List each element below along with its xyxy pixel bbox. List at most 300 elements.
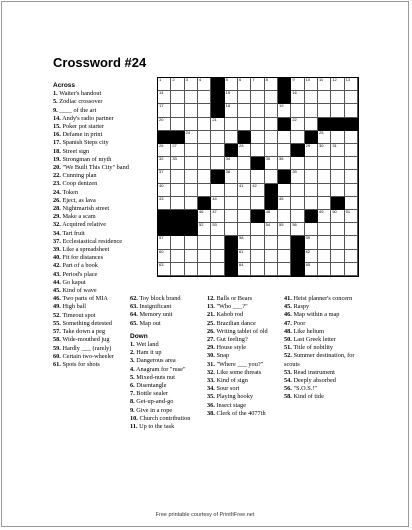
grid-cell[interactable] — [185, 197, 198, 210]
grid-cell[interactable] — [318, 210, 331, 223]
grid-cell[interactable] — [211, 223, 224, 236]
grid-cell[interactable] — [158, 263, 171, 276]
grid-cell[interactable] — [251, 263, 264, 276]
clue-item — [284, 352, 360, 368]
grid-cell[interactable] — [238, 78, 251, 91]
grid-cell[interactable] — [198, 236, 211, 249]
grid-cell[interactable] — [185, 236, 198, 249]
clue-text: Certain two-wheeler — [60, 352, 115, 360]
clue-text: Wet land — [134, 341, 159, 349]
grid-cell[interactable] — [291, 104, 304, 117]
crossword-grid[interactable] — [157, 77, 359, 277]
grid-cell[interactable] — [265, 157, 278, 170]
clue-number: 17. — [53, 139, 61, 147]
grid-cell[interactable] — [171, 197, 184, 210]
grid-cell[interactable] — [318, 250, 331, 263]
grid-cell[interactable] — [318, 131, 331, 144]
clue-text: Kind of tide — [291, 393, 324, 401]
clue-item — [130, 407, 204, 415]
grid-cell[interactable] — [225, 104, 238, 117]
clue-text: Anagram for "ruse" — [134, 365, 186, 373]
grid-cell[interactable] — [211, 197, 224, 210]
grid-cell[interactable] — [198, 263, 211, 276]
grid-cell[interactable] — [291, 223, 304, 236]
grid-cell[interactable] — [345, 157, 358, 170]
grid-cell[interactable] — [278, 131, 291, 144]
grid-cell[interactable] — [158, 170, 171, 183]
grid-cell[interactable] — [185, 144, 198, 157]
grid-cell[interactable] — [305, 236, 318, 249]
grid-cell[interactable] — [331, 144, 344, 157]
cell-number: 22 — [292, 116, 297, 122]
clue-number: 21. — [207, 311, 215, 319]
grid-cell[interactable] — [345, 223, 358, 236]
grid-cell[interactable] — [331, 263, 344, 276]
clue-number: 44. — [53, 278, 61, 286]
grid-cell[interactable] — [251, 118, 264, 131]
clue-text: High ball — [60, 303, 87, 311]
grid-cell[interactable] — [251, 131, 264, 144]
cell-number: 4 — [199, 77, 202, 82]
grid-cell[interactable] — [238, 197, 251, 210]
grid-cell[interactable] — [265, 118, 278, 131]
grid-cell[interactable] — [171, 263, 184, 276]
grid-cell[interactable] — [171, 157, 184, 170]
clue-text: Raspy — [291, 303, 310, 311]
grid-cell[interactable] — [158, 236, 171, 249]
grid-cell[interactable] — [211, 250, 224, 263]
clue-number: 23. — [53, 180, 61, 188]
grid-cell[interactable] — [158, 197, 171, 210]
clue-number: 35. — [207, 393, 215, 401]
grid-cell[interactable] — [278, 104, 291, 117]
grid-cell[interactable] — [251, 104, 264, 117]
clue-text: Period's place — [60, 270, 98, 278]
clue-item — [130, 341, 204, 349]
grid-cell[interactable] — [238, 157, 251, 170]
grid-cell[interactable] — [331, 236, 344, 249]
grid-cell[interactable] — [265, 91, 278, 104]
clue-text: Deeply absorbed — [291, 377, 336, 385]
clue-text: Wide-mouthed jug — [60, 336, 110, 344]
grid-cell[interactable] — [345, 184, 358, 197]
grid-block — [305, 131, 318, 144]
clues-column-4 — [284, 295, 360, 402]
clue-item — [207, 320, 281, 328]
grid-cell[interactable] — [238, 104, 251, 117]
cell-number: 65 — [305, 261, 311, 267]
clue-text: Defame in print — [60, 131, 103, 139]
grid-cell[interactable] — [238, 223, 251, 236]
clue-number: 9. — [130, 406, 135, 414]
grid-block — [238, 131, 251, 144]
grid-cell[interactable] — [251, 170, 264, 183]
grid-cell[interactable] — [305, 157, 318, 170]
clue-text: Read instrument — [291, 368, 335, 376]
cell-number: 20 — [159, 116, 164, 122]
grid-cell[interactable] — [265, 131, 278, 144]
clue-text: Summer destination, for scouts — [284, 352, 355, 368]
grid-cell[interactable] — [238, 250, 251, 263]
clue-text: Give in a rope — [134, 406, 173, 414]
grid-cell[interactable] — [331, 131, 344, 144]
grid-cell[interactable] — [318, 197, 331, 210]
clue-text: Memory unit — [137, 311, 173, 319]
grid-cell[interactable] — [238, 236, 251, 249]
grid-cell[interactable] — [331, 157, 344, 170]
grid-cell[interactable] — [225, 157, 238, 170]
grid-cell[interactable] — [305, 263, 318, 276]
grid-cell[interactable] — [171, 104, 184, 117]
clue-number: 15. — [53, 123, 61, 131]
cell-number: 40 — [159, 182, 164, 188]
grid-cell[interactable] — [251, 184, 264, 197]
grid-cell[interactable] — [318, 91, 331, 104]
grid-cell[interactable] — [278, 223, 291, 236]
clue-item — [53, 345, 129, 353]
grid-cell[interactable] — [171, 170, 184, 183]
clue-item — [284, 295, 360, 303]
grid-cell[interactable] — [225, 170, 238, 183]
clue-text: Disentangle — [134, 382, 167, 390]
clue-item — [130, 295, 204, 303]
grid-cell[interactable] — [305, 118, 318, 131]
grid-cell[interactable] — [331, 250, 344, 263]
grid-block — [211, 91, 224, 104]
cell-number: 21 — [212, 116, 217, 122]
grid-cell[interactable] — [318, 104, 331, 117]
grid-cell[interactable] — [251, 250, 264, 263]
clue-text: Like helium — [291, 327, 325, 335]
grid-cell[interactable] — [331, 91, 344, 104]
clue-text: Toy block brand — [137, 295, 181, 302]
grid-cell[interactable] — [331, 223, 344, 236]
cell-number: 47 — [212, 209, 217, 214]
grid-cell[interactable] — [238, 210, 251, 223]
clue-number: 53. — [284, 368, 292, 376]
grid-cell[interactable] — [158, 118, 171, 131]
clue-number: 32. — [207, 368, 215, 376]
grid-cell[interactable] — [331, 78, 344, 91]
grid-block — [278, 118, 291, 131]
grid-cell[interactable] — [331, 104, 344, 117]
grid-cell[interactable] — [211, 118, 224, 131]
grid-cell[interactable] — [211, 184, 224, 197]
grid-cell[interactable] — [185, 104, 198, 117]
grid-cell[interactable] — [185, 263, 198, 276]
grid-cell[interactable] — [198, 118, 211, 131]
grid-cell[interactable] — [225, 223, 238, 236]
grid-cell[interactable] — [305, 250, 318, 263]
grid-cell[interactable] — [291, 170, 304, 183]
clue-item — [207, 344, 281, 352]
across-header: Across — [53, 82, 76, 89]
clue-number: 19. — [53, 155, 61, 163]
grid-cell[interactable] — [345, 144, 358, 157]
grid-cell[interactable] — [345, 236, 358, 249]
clue-number: 26. — [53, 196, 61, 204]
grid-cell[interactable] — [238, 263, 251, 276]
clue-text: Strongman of myth — [60, 155, 112, 163]
clue-item — [53, 303, 129, 311]
grid-cell[interactable] — [158, 250, 171, 263]
grid-cell[interactable] — [345, 91, 358, 104]
grid-cell[interactable] — [198, 131, 211, 144]
clue-text: Eject, as lava — [60, 196, 96, 204]
grid-cell[interactable] — [278, 263, 291, 276]
clue-number: 33. — [207, 377, 215, 385]
grid-cell[interactable] — [318, 78, 331, 91]
grid-cell[interactable] — [171, 78, 184, 91]
grid-cell[interactable] — [318, 263, 331, 276]
clue-text: Snap — [214, 352, 230, 360]
grid-cell[interactable] — [305, 78, 318, 91]
grid-cell[interactable] — [291, 131, 304, 144]
clue-text: Ham it up — [134, 349, 162, 357]
clue-number: 52. — [53, 311, 61, 319]
grid-cell[interactable] — [225, 197, 238, 210]
grid-cell[interactable] — [251, 236, 264, 249]
cell-number: 9 — [292, 77, 295, 82]
clue-text: Map within a map — [291, 311, 340, 319]
grid-cell[interactable] — [211, 236, 224, 249]
grid-cell[interactable] — [291, 197, 304, 210]
grid-cell[interactable] — [278, 184, 291, 197]
grid-cell[interactable] — [265, 223, 278, 236]
grid-cell[interactable] — [345, 131, 358, 144]
clue-text: Clerk of the 4077th — [214, 409, 266, 417]
cell-number: 8 — [265, 77, 268, 82]
clue-item — [130, 320, 204, 328]
grid-cell[interactable] — [238, 144, 251, 157]
grid-cell[interactable] — [305, 223, 318, 236]
grid-cell[interactable] — [198, 184, 211, 197]
grid-cell[interactable] — [158, 157, 171, 170]
clue-number: 60. — [53, 352, 61, 360]
grid-cell[interactable] — [331, 170, 344, 183]
clue-number: 54. — [284, 377, 292, 385]
clue-number: 30. — [207, 352, 215, 360]
clue-item — [284, 336, 360, 344]
clue-text: House style — [214, 344, 247, 352]
grid-cell[interactable] — [198, 170, 211, 183]
cell-number: 53 — [212, 222, 217, 228]
clue-item — [53, 131, 129, 139]
clue-text: Last Greek letter — [291, 336, 336, 344]
grid-cell[interactable] — [345, 263, 358, 276]
grid-cell[interactable] — [211, 263, 224, 276]
clue-number: 45. — [284, 303, 292, 311]
grid-cell[interactable] — [185, 78, 198, 91]
grid-cell[interactable] — [211, 131, 224, 144]
grid-cell[interactable] — [251, 197, 264, 210]
grid-cell[interactable] — [318, 223, 331, 236]
grid-block — [291, 144, 304, 157]
clue-text: Make a scam — [60, 213, 96, 221]
clue-text: Coop denizen — [60, 180, 98, 188]
clue-item — [130, 398, 204, 406]
cell-number: 12 — [332, 77, 337, 82]
clue-item — [207, 311, 281, 319]
grid-cell[interactable] — [265, 263, 278, 276]
grid-cell[interactable] — [171, 250, 184, 263]
grid-cell[interactable] — [318, 170, 331, 183]
grid-cell[interactable] — [291, 91, 304, 104]
cell-number: 55 — [279, 222, 284, 228]
clue-item — [53, 205, 129, 213]
grid-cell[interactable] — [265, 78, 278, 91]
cell-number: 62 — [305, 248, 311, 254]
grid-block — [158, 210, 171, 223]
grid-cell[interactable] — [305, 144, 318, 157]
grid-cell[interactable] — [318, 184, 331, 197]
grid-cell[interactable] — [251, 223, 264, 236]
clue-text: Andy's radio partner — [60, 114, 114, 122]
clues-column-2 — [130, 295, 204, 431]
cell-number: 44 — [212, 195, 217, 201]
grid-cell[interactable] — [318, 157, 331, 170]
clue-item — [130, 349, 204, 357]
clue-number: 5. — [53, 98, 58, 106]
grid-cell[interactable] — [265, 236, 278, 249]
grid-cell[interactable] — [305, 184, 318, 197]
grid-cell[interactable] — [251, 91, 264, 104]
clue-number: 11. — [130, 423, 138, 431]
grid-cell[interactable] — [305, 170, 318, 183]
grid-cell[interactable] — [305, 104, 318, 117]
grid-cell[interactable] — [291, 157, 304, 170]
grid-cell[interactable] — [278, 197, 291, 210]
clue-number: 9. — [53, 106, 58, 114]
grid-cell[interactable] — [265, 250, 278, 263]
cell-number: 31 — [332, 143, 337, 148]
cell-number: 50 — [332, 209, 337, 214]
clue-item — [53, 238, 129, 246]
grid-cell[interactable] — [345, 210, 358, 223]
clue-item — [53, 262, 129, 270]
puzzle-title: Crossword #24 — [53, 55, 147, 70]
clue-item — [207, 369, 281, 377]
grid-cell[interactable] — [345, 250, 358, 263]
grid-cell[interactable] — [238, 118, 251, 131]
grid-cell[interactable] — [238, 170, 251, 183]
clue-text: Balls or Bears — [214, 295, 253, 302]
grid-cell[interactable] — [225, 184, 238, 197]
grid-cell[interactable] — [331, 184, 344, 197]
cell-number: 51 — [345, 209, 351, 214]
cell-number: 3 — [185, 77, 188, 82]
grid-cell[interactable] — [225, 131, 238, 144]
clue-item — [53, 189, 129, 197]
grid-cell[interactable] — [305, 197, 318, 210]
clue-text: Part of a book — [60, 262, 98, 270]
grid-cell[interactable] — [291, 118, 304, 131]
grid-cell[interactable] — [211, 144, 224, 157]
grid-cell[interactable] — [251, 78, 264, 91]
clue-item — [130, 423, 204, 431]
clue-item — [207, 377, 281, 385]
clue-text: Title of nobility — [291, 344, 333, 352]
clue-text: Insignificant — [137, 303, 172, 311]
clue-number: 64. — [130, 311, 138, 319]
grid-cell[interactable] — [198, 223, 211, 236]
grid-cell[interactable] — [185, 118, 198, 131]
grid-cell[interactable] — [198, 104, 211, 117]
grid-cell[interactable] — [345, 197, 358, 210]
clue-text: Brazilian dance — [214, 319, 256, 327]
grid-cell[interactable] — [198, 144, 211, 157]
grid-cell[interactable] — [185, 157, 198, 170]
grid-cell[interactable] — [158, 104, 171, 117]
cell-number: 59 — [305, 235, 311, 241]
grid-cell[interactable] — [185, 170, 198, 183]
cell-number: 2 — [172, 77, 175, 82]
grid-cell[interactable] — [238, 91, 251, 104]
clue-item — [53, 107, 129, 115]
grid-block — [211, 78, 224, 91]
grid-cell[interactable] — [331, 210, 344, 223]
grid-cell[interactable] — [185, 131, 198, 144]
grid-cell[interactable] — [225, 91, 238, 104]
grid-cell[interactable] — [225, 118, 238, 131]
grid-cell[interactable] — [278, 236, 291, 249]
grid-cell[interactable] — [251, 144, 264, 157]
clue-text: Cunning plan — [60, 172, 97, 180]
clue-text: Zodiac crossover — [57, 98, 103, 106]
clue-number: 8. — [130, 398, 135, 406]
grid-cell[interactable] — [238, 184, 251, 197]
grid-cell[interactable] — [318, 236, 331, 249]
cell-number: 49 — [319, 209, 324, 214]
grid-cell[interactable] — [318, 144, 331, 157]
clue-text: Hardly ___ (rarely) — [60, 344, 112, 352]
grid-cell[interactable] — [211, 157, 224, 170]
grid-cell[interactable] — [291, 184, 304, 197]
clues-column-1 — [53, 82, 129, 369]
clue-item — [53, 361, 129, 369]
clue-item — [284, 393, 360, 401]
grid-cell[interactable] — [198, 91, 211, 104]
grid-cell[interactable] — [171, 236, 184, 249]
cell-number: 56 — [292, 222, 297, 228]
grid-cell[interactable] — [265, 170, 278, 183]
clue-number: 16. — [53, 131, 61, 139]
clue-item — [53, 180, 129, 188]
grid-cell[interactable] — [171, 118, 184, 131]
cell-number: 13 — [345, 77, 351, 82]
grid-cell[interactable] — [158, 184, 171, 197]
clue-text: Nightmarish street — [60, 205, 110, 213]
grid-cell[interactable] — [171, 91, 184, 104]
grid-cell[interactable] — [198, 78, 211, 91]
grid-cell[interactable] — [345, 78, 358, 91]
grid-cell[interactable] — [185, 250, 198, 263]
grid-cell[interactable] — [185, 184, 198, 197]
grid-cell[interactable] — [185, 91, 198, 104]
grid-cell[interactable] — [305, 91, 318, 104]
grid-cell[interactable] — [345, 104, 358, 117]
grid-cell[interactable] — [225, 210, 238, 223]
grid-cell[interactable] — [158, 91, 171, 104]
grid-cell[interactable] — [278, 250, 291, 263]
grid-cell[interactable] — [171, 184, 184, 197]
clue-number: 55. — [53, 319, 61, 327]
grid-cell[interactable] — [198, 250, 211, 263]
grid-cell[interactable] — [265, 104, 278, 117]
grid-cell[interactable] — [198, 157, 211, 170]
grid-cell[interactable] — [345, 170, 358, 183]
grid-cell[interactable] — [278, 157, 291, 170]
